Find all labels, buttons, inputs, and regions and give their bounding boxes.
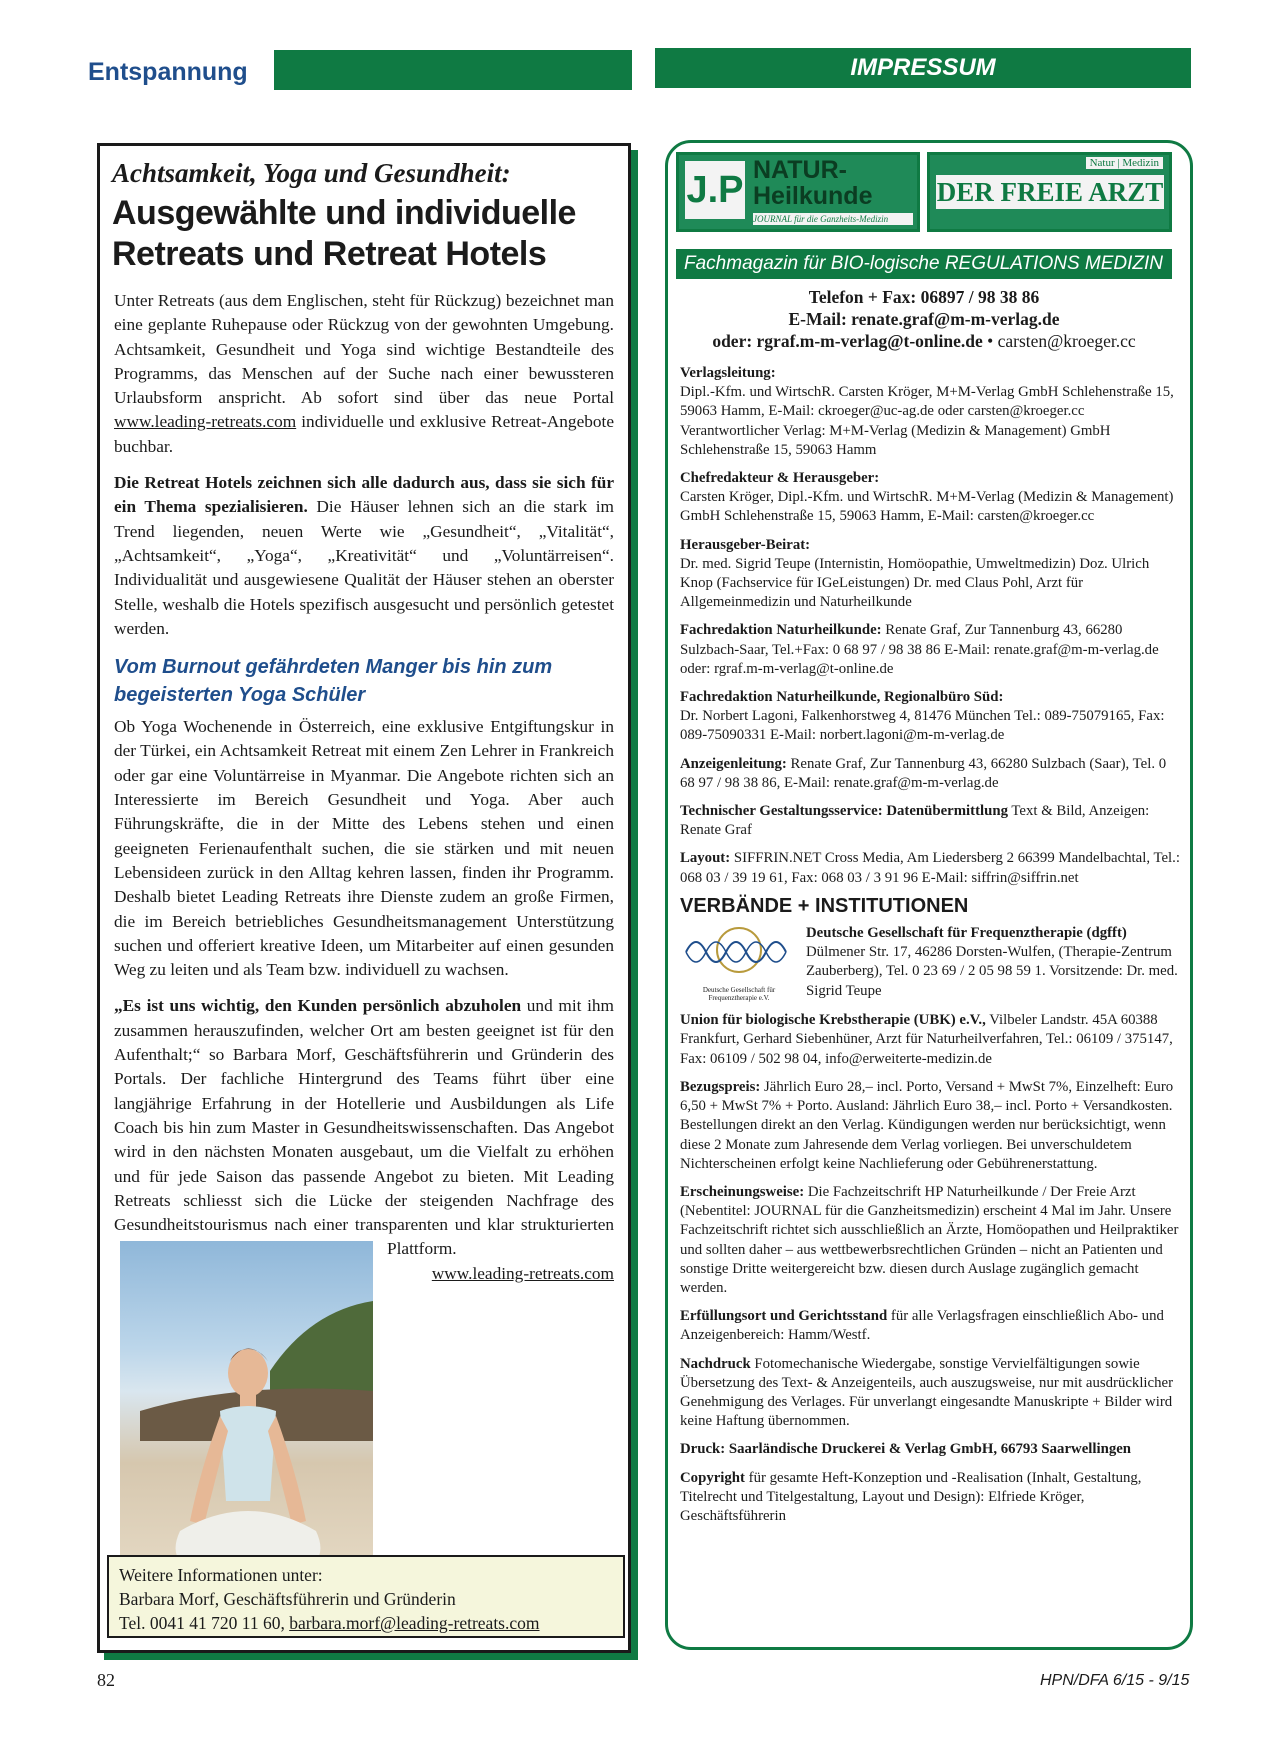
imp2-text-4: Fotomechanische Wiedergabe, sonstige Vervielfältigungen sowie Übersetzung des Text- & Anzeigenteils, auch auszugsweise, nur mit ausdrücklicher Genehmigung des Verlages. Für unverlangt eingesandte Manuskripte + Bilder wird keine Haftung übernommen. — [680, 1355, 1174, 1430]
portal-link-2[interactable]: www.leading-retreats.com — [431, 1263, 614, 1283]
imp2-text-3: für alle Verlagsfragen einschließlich Abo- und Anzeigenbereich: Hamm/Westf. — [680, 1308, 1164, 1344]
impressum-body — [680, 364, 1180, 1535]
p4-text: und mit ihm zusammen herauszufinden, welcher Ort am besten geeignet ist für den Aufenthalt;“ so Barbara Morf, Geschäftsführerin und Gründerin des Portals. Der fachliche Hintergrund des Teams führt über eine langjährige Erfahrung in der Hotellerie und Ausbildungen als Life Coach bis hin zum Master in Gesundheitswissenschaften. Das Angebot wird in den nächsten Monaten ausgebaut, um die Vielfalt zu erhöhen und für jede Saison das passende Angebot zu bieten. Mit Leading Retreats schliesst sich die Lücke der steigenden Nachfrage des Gesundheitstourismus nach einer transparenten und klar strukturierten Plattform. — [114, 996, 615, 1259]
article-paragraph-1 — [114, 289, 614, 459]
imp2-block-1 — [680, 1078, 1180, 1174]
imp-text-2: Dr. med. Sigrid Teupe (Internistin, Homöopathie, Umweltmedizin) Doz. Ulrich Knop (Fachservice für IGeLeistungen) Dr. med Claus Pohl, Arzt für Allgemeinmedizin und Naturheilkunde — [680, 555, 1150, 611]
imp-block-1 — [680, 469, 1180, 527]
p2-text: Die Häuser lehnen sich an die stark im Trend liegenden, neuen Werte wie „Gesundheit“, „Vitalität“, „Achtsamkeit“, „Yoga“, „Kreativität“ und „Voluntärreisen“. Individualität und ausgewiesene Qualität der Häuser stehen an oberster Stelle, weshalb die Hotels spezifisch ausgesucht und persönlich getestet werden. — [114, 497, 614, 638]
imp-text-0: Dipl.-Kfm. und WirtschR. Carsten Kröger, M+M-Verlag GmbH Schlehenstraße 15, 59063 Hamm, E-Mail: ckroeger@uc-ag.de oder carsten@kroeger.cc Verantwortlicher Verlag: M+M-Verlag (Medizin & Management) GmbH Schlehenstraße 15, 59063 Hamm — [680, 384, 1174, 458]
imp-block-6 — [680, 802, 1180, 840]
imp2-block-0 — [680, 1011, 1180, 1069]
article-kicker: Achtsamkeit, Yoga und Gesundheit: — [112, 158, 511, 188]
yoga-photo — [120, 1241, 373, 1599]
imp-title-1: Chefredakteur & Herausgeber: — [680, 470, 880, 487]
article-box — [97, 143, 631, 1653]
contact-tel: Telefon + Fax: 06897 / 98 38 86 — [808, 287, 1040, 307]
dgfft-logo — [680, 924, 798, 1002]
p1-text-b: individuelle und exklusive Retreat-Angebote buchbar. — [114, 412, 614, 456]
verbaende-heading: VERBÄNDE + INSTITUTIONEN — [680, 894, 969, 917]
imp2-title-5: Druck: Saarländische Druckerei & Verlag GmbH, 66793 Saarwellingen — [680, 1441, 1132, 1458]
imp-title-4: Fachredaktion Naturheilkunde, Regionalbüro Süd: — [680, 689, 1004, 706]
imp2-block-5 — [680, 1440, 1180, 1459]
imp2-title-1: Bezugspreis: — [680, 1078, 761, 1095]
yoga-woman-image — [120, 1241, 373, 1599]
imp-text-5: Renate Graf, Zur Tannenburg 43, 66280 Sulzbach (Saar), Tel. 0 68 97 / 98 38 86, E-Mail: renate.graf@m-m-verlag.de — [680, 755, 1167, 791]
imp2-title-0: Union für biologische Krebstherapie (UBK) e.V., — [680, 1012, 986, 1029]
logo2-top: Natur | Medizin — [1086, 157, 1163, 169]
info-line-1: Weitere Informationen unter: — [119, 1565, 323, 1585]
logo1-line-1: NATUR- — [753, 156, 847, 184]
imp-title-0: Verlagsleitung: — [680, 365, 776, 381]
article-paragraph-4 — [114, 994, 614, 1286]
imp2-title-3: Erfüllungsort und Gerichtsstand — [680, 1308, 888, 1325]
info-email-link[interactable]: barbara.morf@leading-retreats.com — [289, 1613, 540, 1633]
imp-block-2 — [680, 536, 1180, 613]
frequency-wave-icon — [684, 924, 794, 980]
imp-block-0 — [680, 364, 1180, 460]
logo1-line-2: Heilkunde — [753, 182, 873, 210]
imp2-block-6 — [680, 1469, 1180, 1527]
imp2-title-2: Erscheinungsweise: — [680, 1183, 805, 1200]
imp-title-3: Fachredaktion Naturheilkunde: — [680, 622, 882, 639]
dgfft-logo-caption: Deutsche Gesellschaft für Frequenztherapie e.V. — [702, 986, 776, 1003]
info-box — [107, 1555, 625, 1638]
imp2-block-3 — [680, 1307, 1180, 1345]
section-title-entspannung: Entspannung — [88, 58, 248, 86]
imp-text-4: Dr. Norbert Lagoni, Falkenhorstweg 4, 81476 München Tel.: 089-75079165, Fax: 089-75090331 E-Mail: norbert.lagoni@m-m-verlag.de — [680, 708, 1165, 744]
imp-block-4 — [680, 688, 1180, 746]
portal-link[interactable]: www.leading-retreats.com — [114, 412, 297, 432]
section-title-impressum: IMPRESSUM — [655, 48, 1191, 88]
article-subhead: Vom Burnout gefährdeten Manger bis hin zum begeisterten Yoga Schüler — [114, 656, 553, 707]
article-headline: Ausgewählte und individuelle Retreats und Retreat Hotels — [112, 194, 576, 273]
p1-text-a: Unter Retreats (aus dem Englischen, steht für Rückzug) bezeichnet man eine geplante Ruhepause oder Rückzug von der gewohnten Umgebung. Achtsamkeit, Gesundheit und Yoga sind wichtige Bestandteile des Programms, das Menschen auf der Suche nach einer bewussteren Urlaubsform anspricht. Ab sofort sind über das neue Portal — [114, 291, 614, 408]
dgfft-block — [680, 924, 1180, 1002]
dgfft-title: Deutsche Gesellschaft für Frequenztherapie (dgfft) — [806, 925, 1127, 942]
logo2-main: DER FREIE ARZT — [936, 177, 1164, 207]
jp-icon: J.P — [685, 161, 745, 219]
info-tel: Tel. 0041 41 720 11 60, — [119, 1613, 290, 1633]
info-line-2: Barbara Morf, Geschäftsführerin und Gründerin — [119, 1589, 456, 1609]
article-paragraph-2 — [114, 471, 614, 641]
naturheilkunde-logo — [676, 152, 920, 232]
contact-block — [676, 286, 1172, 352]
imp2-block-4 — [680, 1355, 1180, 1432]
header-bar-left — [274, 50, 632, 90]
imp2-title-6: Copyright — [680, 1469, 745, 1486]
imp-title-2: Herausgeber-Beirat: — [680, 536, 811, 553]
imp-text-6: Text & Bild, Anzeigen: Renate Graf — [680, 803, 1150, 839]
article-paragraph-3: Ob Yoga Wochenende in Österreich, eine exklusive Entgiftungskur in der Türkei, ein Achtsamkeit Retreat mit einem Zen Lehrer in Frankreich oder gar eine Voluntärreise in Myanmar. Die Angebote richten sich an Interessierte im Bereich Gesundheit und Yoga. Aber auch Führungskräfte, die in der Mitte des Lebens stehen und einen geeigneten Ferienaufenthalt suchen, die sie stärken und mit neuen Lebensideen zurück in den Alltag kehren lassen, finden ihr Programm. Deshalb bietet Leading Retreats ihre Dienste zudem an große Firmen, die im Bereich betriebliches Gesundheitsmanagement Unterstützung suchen und offeriert kreative Ideen, um Mitarbeiter auf einen gesunden Weg zu leiten und als Team bzw. individuell zu wachsen. — [114, 717, 614, 980]
imp-text-7: SIFFRIN.NET Cross Media, Am Liedersberg 2 66399 Mandelbachtal, Tel.: 068 03 / 39 19 61, Fax: 068 03 / 3 91 96 E-Mail: siffrin@siffrin.net — [680, 850, 1180, 886]
imp-text-1: Carsten Kröger, Dipl.-Kfm. und WirtschR. M+M-Verlag (Medizin & Management) GmbH Schlehenstraße 15, 59063 Hamm, E-Mail: carsten@kroeger.cc — [680, 489, 1174, 525]
p2-bold: Die Retreat Hotels zeichnen sich alle dadurch aus, dass sie sich für ein Thema spezialisieren. — [114, 473, 614, 517]
page-number: 82 — [97, 1670, 115, 1690]
imp-title-5: Anzeigenleitung: — [680, 755, 787, 772]
p4-bold: „Es ist uns wichtig, den Kunden persönlich abzuholen — [114, 996, 522, 1016]
imp2-text-6: für gesamte Heft-Konzeption und -Realisation (Inhalt, Gestaltung, Titelrecht und Titelgestaltung, Layout und Design): Elfriede Kröger, Geschäftsführerin — [680, 1469, 1142, 1524]
logo1-sub: JOURNAL für die Ganzheits-Medizin — [753, 213, 913, 225]
email2-rest: • carsten@kroeger.cc — [982, 331, 1136, 351]
fachmagazin-banner: Fachmagazin für BIO-logische REGULATIONS MEDIZIN — [676, 249, 1172, 279]
imp-text-3: Renate Graf, Zur Tannenburg 43, 66280 Sulzbach-Saar, Tel.+Fax: 0 68 97 / 98 38 86 E-Mail: renate.graf@m-m-verlag.de oder: rgraf.m-m-verlag@t-online.de — [680, 622, 1159, 677]
der-freie-arzt-logo — [927, 152, 1172, 232]
imp-title-7: Layout: — [680, 850, 731, 867]
imp-title-6: Technischer Gestaltungsservice: Datenübermittlung — [680, 803, 1008, 820]
imp2-text-0: Vilbeler Landstr. 45A 60388 Frankfurt, Gerhard Siebenhüner, Arzt für Naturheilverfahren, Tel.: 06109 / 375147, Fax: 06109 / 502 98 04, info@erweiterte-medizin.de — [680, 1012, 1173, 1067]
imp2-text-2: Die Fachzeitschrift HP Naturheilkunde / Der Freie Arzt (Nebentitel: JOURNAL für die Ganzheitsmedizin) erscheint 4 Mal im Jahr. Unsere Fachzeitschrift richtet sich ausschließlich an Ärzte, Homöopathen und Heilpraktiker und sollten daher – aus wettbewerbsrechtlichen Gründen – nicht an Patienten und sonstige Dritte weitergereicht bzw. diesen durch Auslage zugänglich gemacht werden. — [680, 1183, 1179, 1296]
imp-block-3 — [680, 621, 1180, 679]
imp-block-7 — [680, 849, 1180, 887]
contact-email: E-Mail: renate.graf@m-m-verlag.de — [788, 309, 1060, 329]
dgfft-text-wrap — [806, 924, 1180, 1002]
email2-bold: oder: rgraf.m-m-verlag@t-online.de — [712, 331, 983, 351]
imp2-block-2 — [680, 1183, 1180, 1298]
logo1-text — [753, 157, 872, 209]
imp2-text-1: Jährlich Euro 28,– incl. Porto, Versand + MwSt 7%, Einzelheft: Euro 6,50 + MwSt 7% + Porto. Ausland: Jährlich Euro 38,– incl. Porto + Versandkosten. Bestellungen direkt an den Verlag. Kündigungen werden nur berücksichtigt, wenn diese 2 Monate zum Jahresende dem Verlag vorliegen. Bei unverschuldetem Nichterscheinen erfolgt keine Nachlieferung oder Gebührenerstattung. — [680, 1078, 1174, 1172]
contact-email-2 — [676, 330, 1172, 352]
imp2-title-4: Nachdruck — [680, 1355, 751, 1372]
issue-label: HPN/DFA 6/15 - 9/15 — [1040, 1672, 1190, 1689]
dgfft-text: Dülmener Str. 17, 46286 Dorsten-Wulfen, (Therapie-Zentrum Zauberberg), Tel. 0 23 69 / 2 05 98 59 1. Vorsitzende: Dr. med. Sigrid Teupe — [806, 944, 1178, 999]
imp-block-5 — [680, 755, 1180, 793]
info-line-3 — [119, 1611, 613, 1635]
